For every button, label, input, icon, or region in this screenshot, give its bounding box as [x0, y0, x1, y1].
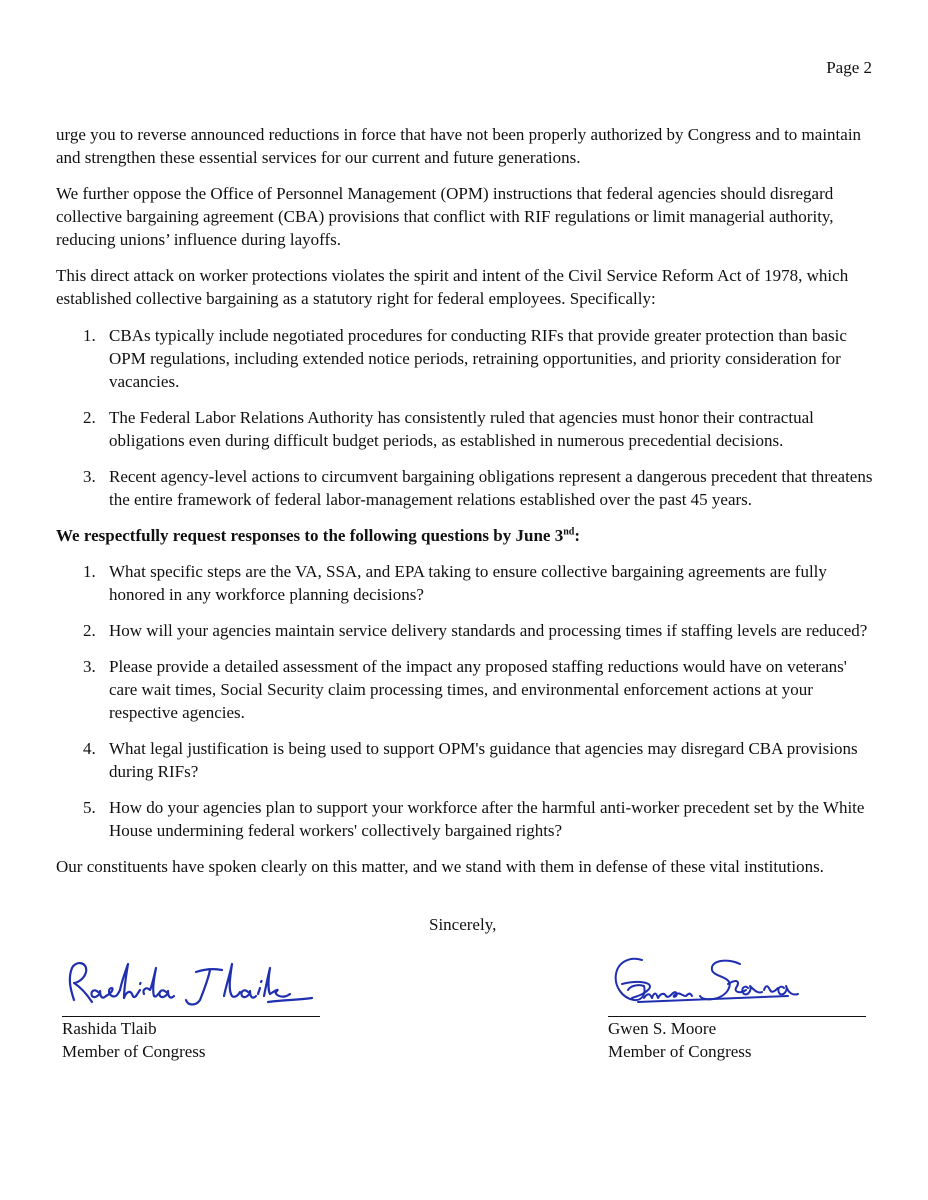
list-item-text: What specific steps are the VA, SSA, and EPA taking to ensure collective bargaining agreements are fully honored in any workforce planning decisions? — [109, 562, 827, 604]
list-number: 2. — [83, 621, 96, 640]
list-item — [56, 619, 874, 642]
list-number: 1. — [83, 326, 96, 345]
list-item — [56, 796, 874, 842]
list-item — [56, 737, 874, 783]
paragraph-worker-protections: This direct attack on worker protections violates the spirit and intent of the Civil Service Reform Act of 1978, which established collective bargaining as a statutory right for federal employees. Specifically: — [56, 266, 849, 308]
list-number: 3. — [83, 657, 96, 676]
list-item — [56, 406, 874, 452]
page-number: Page 2 — [826, 58, 872, 77]
list-number: 2. — [83, 408, 96, 427]
signature-image — [62, 950, 322, 1016]
list-item — [56, 655, 874, 724]
signature-image — [608, 950, 868, 1016]
paragraph-continuation: urge you to reverse announced reductions in force that have not been properly authorized by Congress and to maintain and strengthen these essential services for our current and future generations. — [56, 125, 862, 167]
list-item-text: How do your agencies plan to support your workforce after the harmful anti-worker precedent set by the White House undermining federal workers' collectively bargained rights? — [109, 798, 865, 840]
signature-block-tlaib — [62, 950, 322, 1063]
signatory-title: Member of Congress — [62, 1042, 206, 1061]
list-number: 4. — [83, 739, 96, 758]
list-number: 5. — [83, 798, 96, 817]
list-item-text: CBAs typically include negotiated procedures for conducting RIFs that provide greater protection than basic OPM regulations, including extended notice periods, retraining opportunities, and priority consideration for vacancies. — [109, 326, 847, 391]
request-colon: : — [574, 526, 580, 545]
signatory-name: Gwen S. Moore — [608, 1019, 717, 1038]
request-ordinal-suffix: nd — [563, 526, 575, 538]
signature-block-moore — [608, 950, 868, 1063]
specifics-list — [56, 324, 874, 511]
list-item-text: Please provide a detailed assessment of the impact any proposed staffing reductions would have on veterans' care wait times, Social Security claim processing times, and environmental enforcement actions at your respective agencies. — [109, 657, 847, 722]
request-heading — [56, 524, 874, 547]
handwritten-signature-moore — [608, 950, 868, 1016]
letter-body — [56, 123, 874, 891]
questions-list — [56, 560, 874, 842]
request-text: We respectfully request responses to the following questions by June 3 — [56, 526, 564, 545]
list-item — [56, 465, 874, 511]
signatory-title: Member of Congress — [608, 1042, 752, 1061]
list-item-text: How will your agencies maintain service delivery standards and processing times if staffing levels are reduced? — [109, 621, 868, 640]
closing-salutation: Sincerely, — [429, 915, 497, 934]
handwritten-signature-tlaib — [62, 950, 322, 1016]
paragraph-opm-opposition: We further oppose the Office of Personnel Management (OPM) instructions that federal agencies should disregard collective bargaining agreement (CBA) provisions that conflict with RIF regulations or limit managerial authority, reducing unions’ influence during layoffs. — [56, 184, 834, 249]
list-item — [56, 560, 874, 606]
list-item-text: The Federal Labor Relations Authority has consistently ruled that agencies must honor their contractual obligations even during difficult budget periods, as established in numerous precedential decisions. — [109, 408, 814, 450]
list-number: 3. — [83, 467, 96, 486]
list-item — [56, 324, 874, 393]
signatory-name: Rashida Tlaib — [62, 1019, 157, 1038]
list-number: 1. — [83, 562, 96, 581]
list-item-text: Recent agency-level actions to circumvent bargaining obligations represent a dangerous precedent that threatens the entire framework of federal labor-management relations established over the past 45 years. — [109, 467, 873, 509]
paragraph-closing: Our constituents have spoken clearly on this matter, and we stand with them in defense of these vital institutions. — [56, 857, 824, 876]
list-item-text: What legal justification is being used to support OPM's guidance that agencies may disregard CBA provisions during RIFs? — [109, 739, 858, 781]
